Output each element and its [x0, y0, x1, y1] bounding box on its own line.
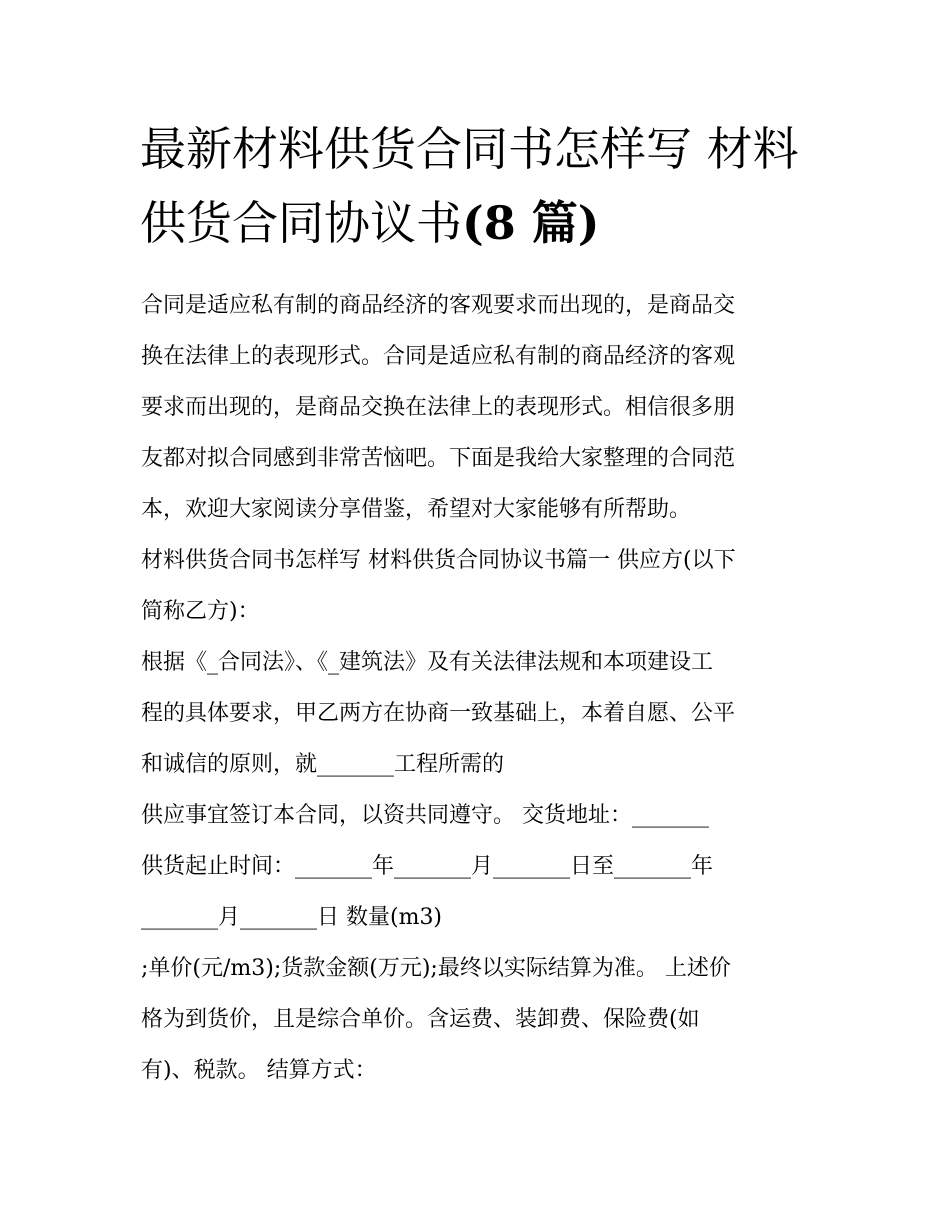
body-line: 根据《_合同法》、《_建筑法》及有关法律法规和本项建设工	[141, 650, 714, 675]
body-line: 本，欢迎大家阅读分享借鉴，希望对大家能够有所帮助。	[141, 497, 692, 522]
body-line: 换在法律上的表现形式。合同是适应私有制的商品经济的客观	[141, 344, 736, 369]
body-line: 供应事宜签订本合同，以资共同遵守。 交货地址：_______	[141, 803, 709, 828]
body-line: 有)、税款。 结算方式：	[141, 1058, 377, 1083]
body-line: 简称乙方)：	[141, 599, 260, 624]
body-line: ;单价(元/m3);货款金额(万元);最终以实际结算为准。 上述价	[141, 956, 731, 981]
body-line: 程的具体要求，甲乙两方在协商一致基础上，本着自愿、公平	[141, 701, 736, 726]
document-title	[140, 112, 820, 260]
body-line: 格为到货价，且是综合单价。含运费、装卸费、保险费(如	[141, 1007, 700, 1032]
body-line: 供货起止时间：_______年_______月_______日至_______年	[141, 854, 714, 879]
body-line: 友都对拟合同感到非常苦恼吧。下面是我给大家整理的合同范	[141, 446, 736, 471]
body-line: 要求而出现的，是商品交换在法律上的表现形式。相信很多朋	[141, 395, 736, 420]
document-body	[141, 280, 821, 1096]
body-line: 和诚信的原则，就_______工程所需的	[141, 752, 505, 777]
body-line: 材料供货合同书怎样写 材料供货合同协议书篇一 供应方(以下	[141, 548, 736, 573]
title-count: (8 篇)	[462, 196, 600, 250]
body-line: _______月_______日 数量(m3)	[141, 905, 443, 930]
title-text: 最新材料供货合同书怎样写 材料供货合同协议书	[140, 122, 799, 250]
body-line: 合同是适应私有制的商品经济的客观要求而出现的，是商品交	[141, 293, 736, 318]
